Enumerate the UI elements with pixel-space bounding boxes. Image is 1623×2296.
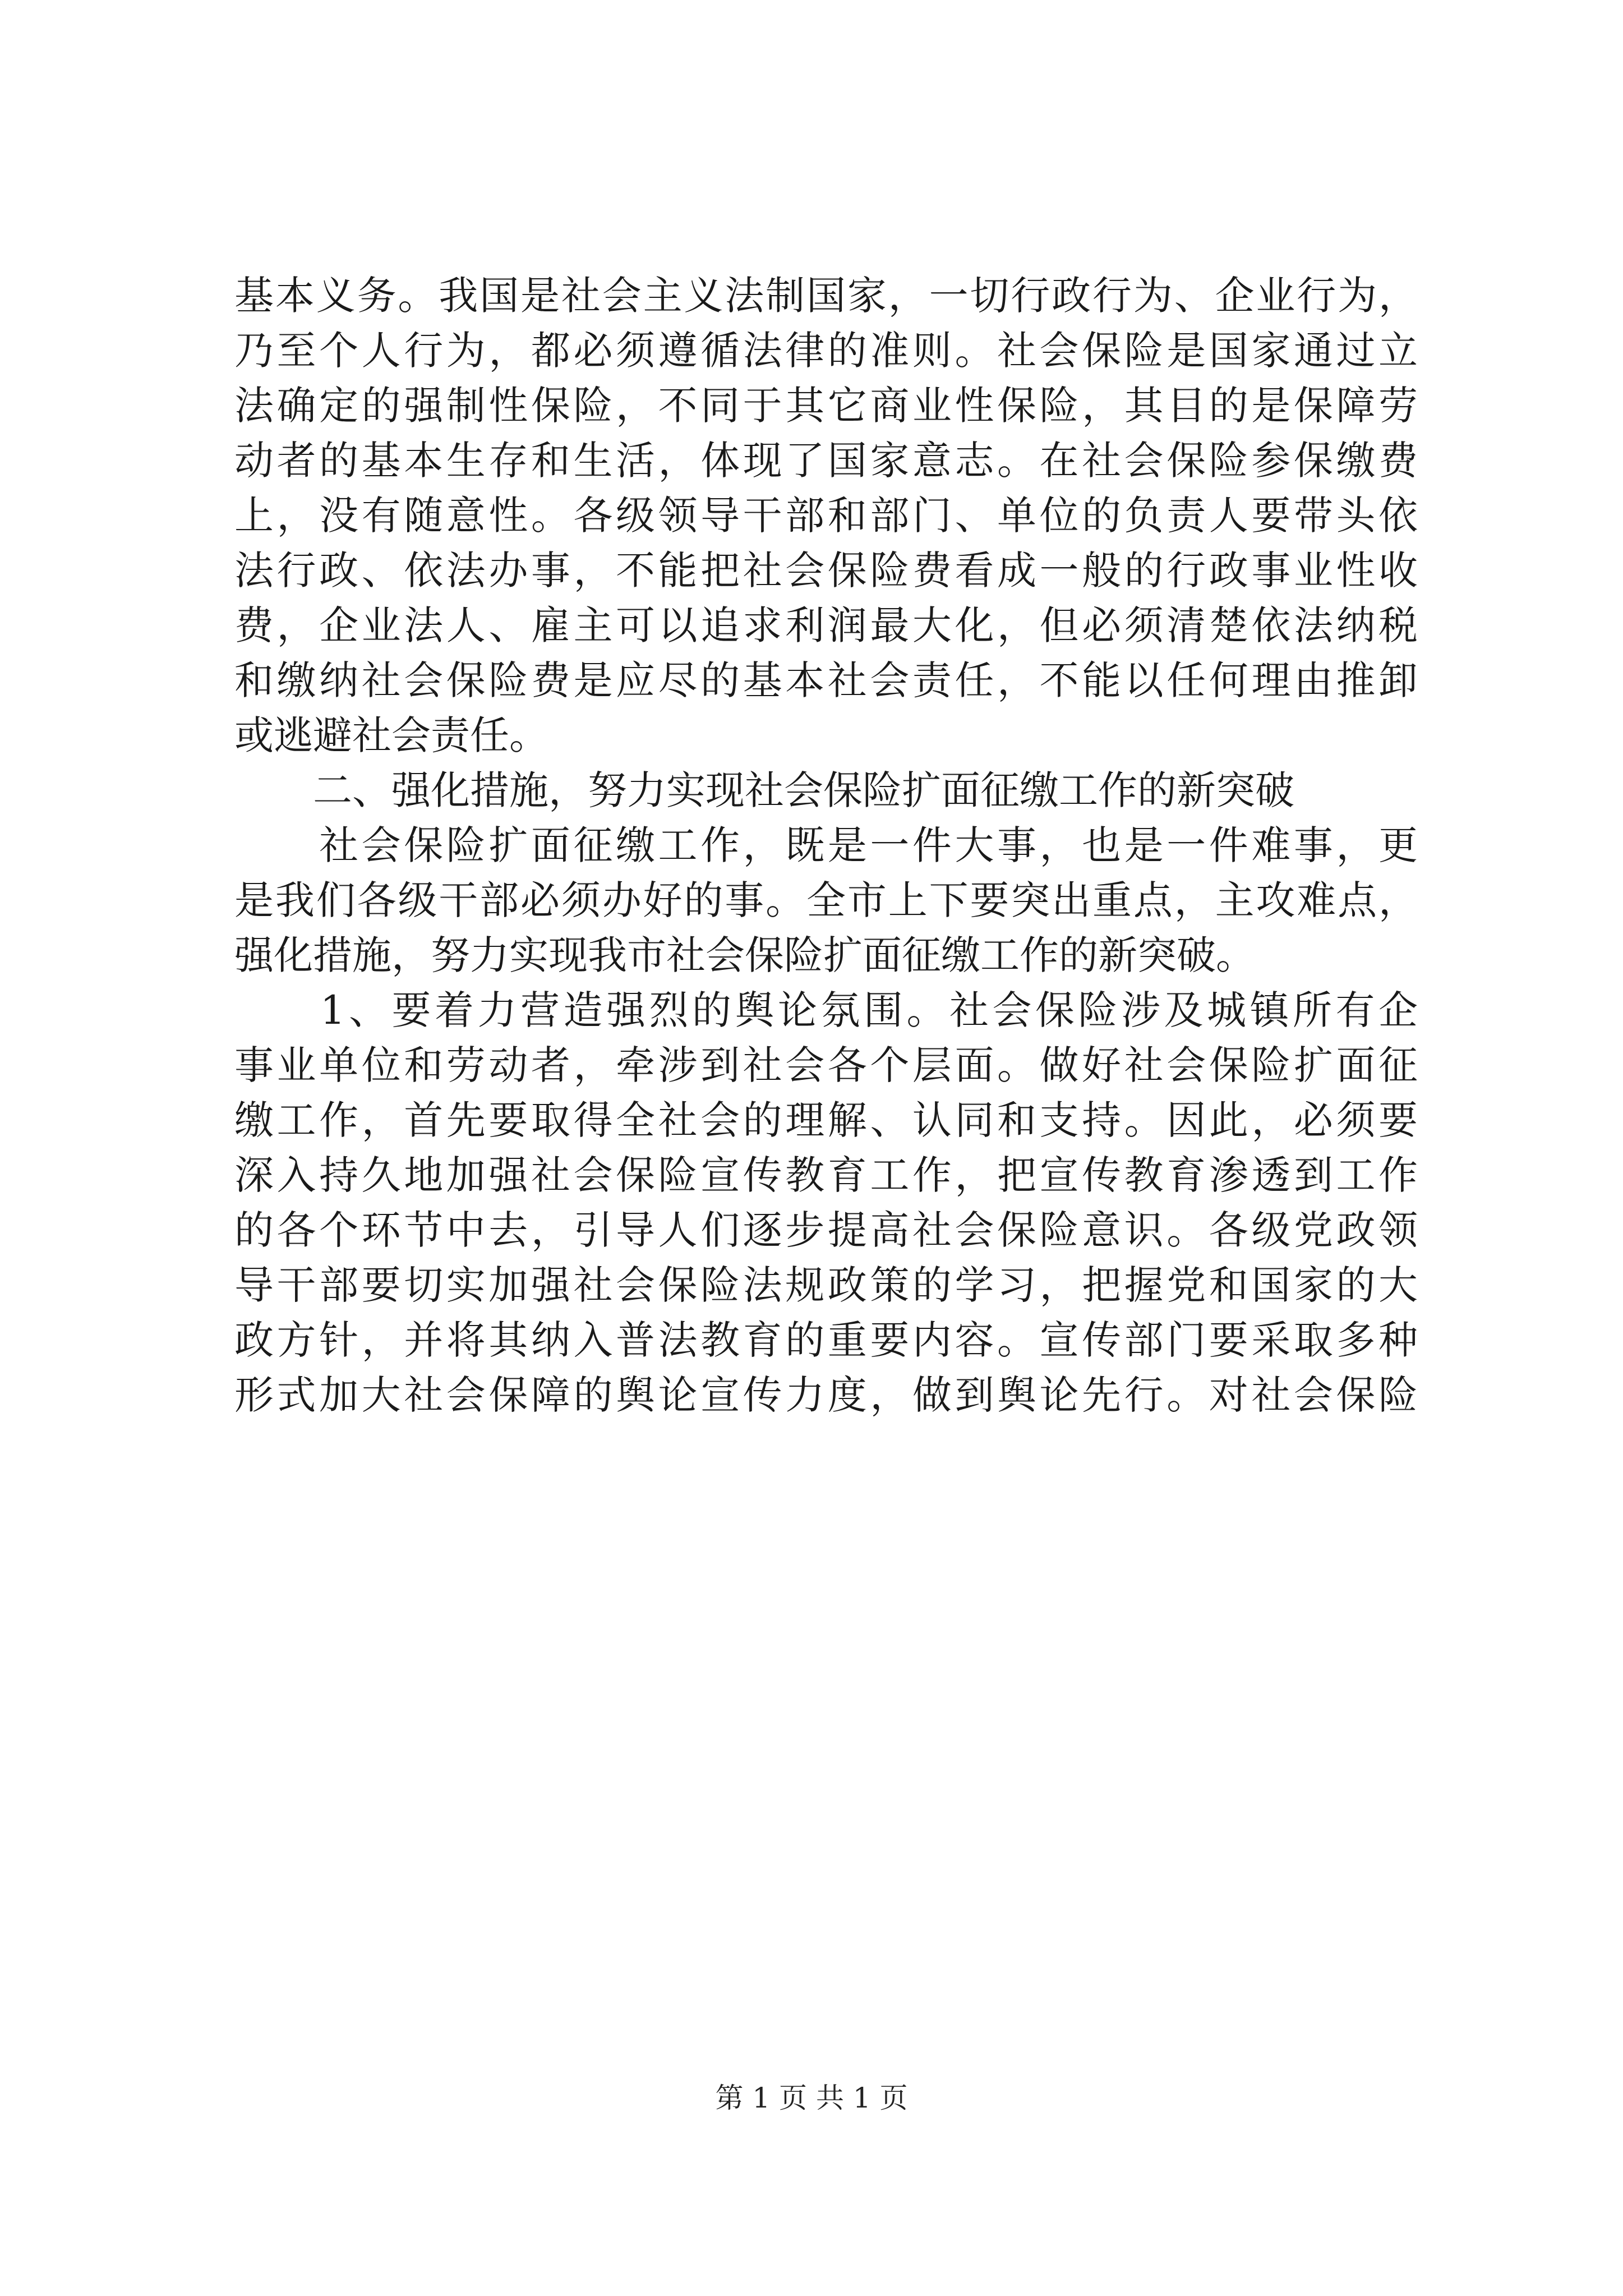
text-line: 基本义务。我国是社会主义法制国家，一切行政行为、企业行为，: [234, 273, 1419, 319]
section-heading: 二、强化措施，努力实现社会保险扩面征缴工作的新突破: [234, 767, 1294, 813]
text-line: 深入持久地加强社会保险宣传教育工作，把宣传教育渗透到工作: [234, 1152, 1421, 1198]
page-number-footer: 第 1 页 共 1 页: [715, 2082, 908, 2114]
text-line: 或逃避社会责任。: [234, 712, 548, 758]
text-line: 导干部要切实加强社会保险法规政策的学习，把握党和国家的大: [234, 1262, 1421, 1308]
text-line: 强化措施，努力实现我市社会保险扩面征缴工作的新突破。: [234, 932, 1255, 978]
text-line: 形式加大社会保障的舆论宣传力度，做到舆论先行。对社会保险: [234, 1372, 1421, 1418]
text-line: 法行政、依法办事，不能把社会保险费看成一般的行政事业性收: [234, 547, 1421, 593]
text-line: 乃至个人行为，都必须遵循法律的准则。社会保险是国家通过立: [234, 328, 1421, 374]
text-line: 和缴纳社会保险费是应尽的基本社会责任，不能以任何理由推卸: [234, 657, 1421, 703]
text-line: 社会保险扩面征缴工作，既是一件大事，也是一件难事，更: [234, 822, 1421, 868]
text-line: 动者的基本生存和生活，体现了国家意志。在社会保险参保缴费: [234, 438, 1421, 484]
document-body: [234, 268, 1422, 1423]
text-line: 1、要着力营造强烈的舆论氛围。社会保险涉及城镇所有企: [234, 987, 1422, 1033]
text-line: 是我们各级干部必须办好的事。全市上下要突出重点，主攻难点，: [234, 877, 1419, 923]
text-line: 政方针，并将其纳入普法教育的重要内容。宣传部门要采取多种: [234, 1317, 1421, 1363]
text-line: 上，没有随意性。各级领导干部和部门、单位的负责人要带头依: [234, 493, 1421, 539]
text-line: 法确定的强制性保险，不同于其它商业性保险，其目的是保障劳: [234, 383, 1421, 429]
text-line: 费，企业法人、雇主可以追求利润最大化，但必须清楚依法纳税: [234, 602, 1421, 648]
text-line: 的各个环节中去，引导人们逐步提高社会保险意识。各级党政领: [234, 1207, 1421, 1253]
text-line: 缴工作，首先要取得全社会的理解、认同和支持。因此，必须要: [234, 1097, 1421, 1143]
text-line: 事业单位和劳动者，牵涉到社会各个层面。做好社会保险扩面征: [234, 1042, 1421, 1088]
